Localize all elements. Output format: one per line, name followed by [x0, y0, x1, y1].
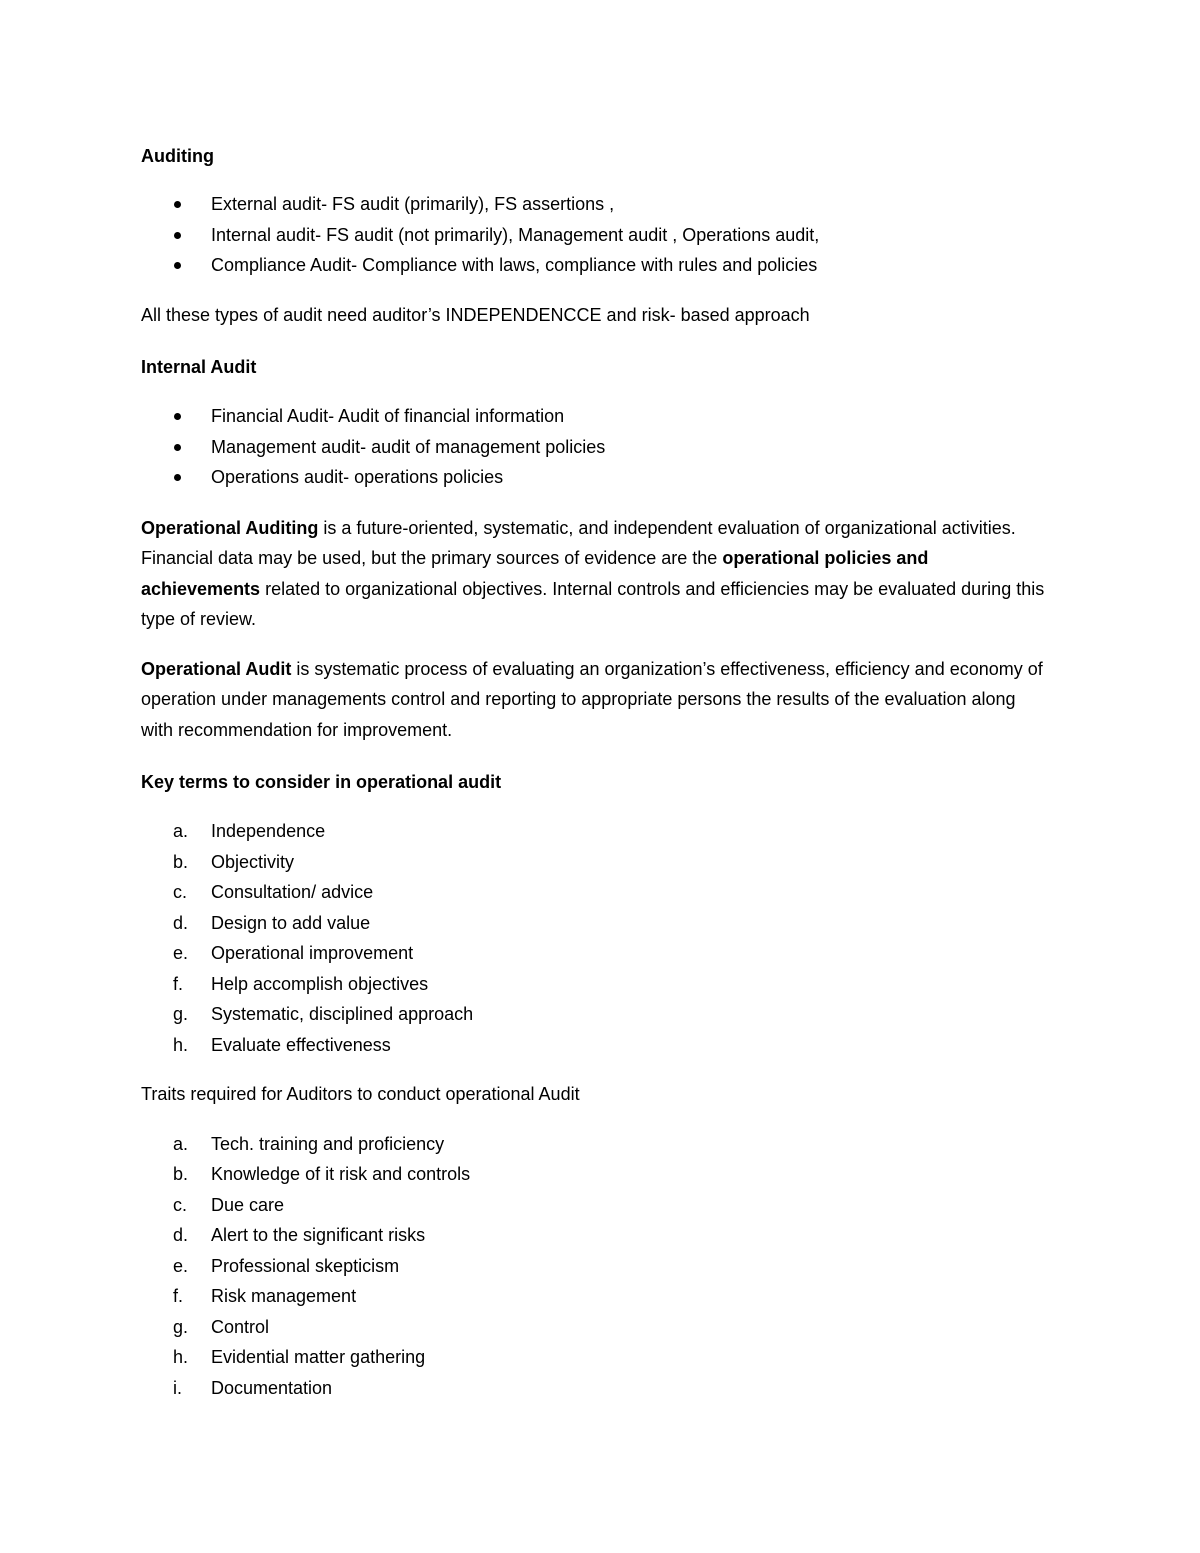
audit-types-list	[141, 189, 1051, 281]
traits-heading: Traits required for Auditors to conduct operational Audit	[141, 1084, 580, 1104]
list-item-text: Tech. training and proficiency	[211, 1133, 445, 1154]
list-item-text: Evidential matter gathering	[211, 1347, 426, 1367]
list-marker: e.	[173, 943, 189, 963]
list-marker: h.	[173, 1034, 189, 1055]
list-item	[141, 1251, 1051, 1282]
list-item-text: Knowledge of it risk and controls	[211, 1164, 471, 1184]
list-item-text: Due care	[211, 1194, 285, 1215]
bullet-icon	[174, 413, 181, 420]
list-item	[141, 908, 1051, 939]
list-item-text: Professional skepticism	[211, 1255, 400, 1276]
list-marker: e.	[173, 1255, 189, 1276]
list-item	[141, 1159, 1051, 1190]
list-item	[141, 847, 1051, 878]
list-item-text: Risk management	[211, 1286, 357, 1306]
traits-list	[141, 1129, 1051, 1404]
operational-audit-definition	[141, 654, 1051, 746]
key-terms-heading: Key terms to consider in operational audit	[141, 772, 502, 792]
document-page	[141, 143, 1051, 1403]
internal-audit-list	[141, 401, 1051, 493]
list-item	[141, 938, 1051, 969]
bullet-icon	[174, 232, 181, 239]
list-item	[141, 1373, 1051, 1404]
list-item	[141, 1220, 1051, 1251]
list-item	[141, 1281, 1051, 1312]
list-item	[141, 1129, 1051, 1160]
bullet-icon	[174, 262, 181, 269]
list-item	[141, 250, 1051, 281]
list-item-text: Help accomplish objectives	[211, 973, 429, 994]
list-marker: a.	[173, 821, 189, 841]
list-marker: c.	[173, 1194, 188, 1215]
bullet-icon	[174, 474, 181, 481]
list-marker: g.	[173, 1316, 189, 1337]
definition-text: is systematic process of evaluating an organization’s effectiveness, efficiency and economy of operation under managements control and reporting to appropriate persons the results of the evaluation along with recommendation for improvement.	[141, 658, 1043, 740]
list-item-text: Objectivity	[211, 851, 295, 872]
internal-audit-heading: Internal Audit	[141, 357, 257, 377]
list-item-text: Alert to the significant risks	[211, 1225, 426, 1245]
list-item-text: Consultation/ advice	[211, 882, 374, 902]
independence-note: All these types of audit need auditor’s INDEPENDENCCE and risk- based approach	[141, 304, 810, 325]
list-item-text: Internal audit- FS audit (not primarily), Management audit , Operations audit,	[211, 224, 820, 245]
list-item	[141, 1312, 1051, 1343]
list-item-text: Compliance Audit- Compliance with laws, compliance with rules and policies	[211, 255, 818, 275]
list-item	[141, 877, 1051, 908]
list-marker: b.	[173, 1164, 189, 1184]
definition-text: related to organizational objectives. Internal controls and efficiencies may be evaluated during this type of review.	[141, 578, 1045, 629]
list-item-text: Financial Audit- Audit of financial information	[211, 406, 565, 426]
bold-phrase: operational policies and achievements	[141, 548, 929, 599]
list-item	[141, 1342, 1051, 1373]
bullet-icon	[174, 201, 181, 208]
list-item	[141, 401, 1051, 432]
list-marker: f.	[173, 1286, 184, 1306]
list-item-text: Operations audit- operations policies	[211, 467, 504, 487]
list-marker: g.	[173, 1004, 189, 1024]
list-marker: i.	[173, 1377, 182, 1398]
list-item	[141, 220, 1051, 251]
bullet-icon	[174, 444, 181, 451]
definition-text: is a future-oriented, systematic, and independent evaluation of organizational activities. Financial data may be used, but the primary sources of evidence are the	[141, 517, 1016, 568]
list-item-text: Management audit- audit of management policies	[211, 436, 606, 457]
list-item	[141, 969, 1051, 1000]
auditing-heading: Auditing	[141, 146, 214, 166]
list-item-text: Independence	[211, 821, 326, 841]
operational-auditing-definition	[141, 513, 1051, 635]
list-item-text: Operational improvement	[211, 943, 414, 963]
list-item-text: Evaluate effectiveness	[211, 1034, 391, 1055]
list-item-text: External audit- FS audit (primarily), FS assertions ,	[211, 194, 615, 214]
list-item-text: Control	[211, 1316, 270, 1337]
list-item	[141, 1190, 1051, 1221]
list-marker: f.	[173, 973, 184, 994]
list-marker: a.	[173, 1133, 189, 1154]
list-marker: c.	[173, 882, 188, 902]
list-item	[141, 462, 1051, 493]
list-item	[141, 432, 1051, 463]
list-marker: d.	[173, 912, 189, 933]
list-item	[141, 816, 1051, 847]
list-item-text: Systematic, disciplined approach	[211, 1004, 474, 1024]
key-terms-list	[141, 816, 1051, 1060]
term-operational-auditing: Operational Auditing	[141, 517, 319, 538]
list-marker: b.	[173, 851, 189, 872]
list-item-text: Design to add value	[211, 912, 371, 933]
list-item	[141, 999, 1051, 1030]
list-item-text: Documentation	[211, 1377, 333, 1398]
term-operational-audit: Operational Audit	[141, 658, 292, 679]
list-item	[141, 1030, 1051, 1061]
list-marker: h.	[173, 1347, 189, 1367]
list-marker: d.	[173, 1225, 189, 1245]
list-item	[141, 189, 1051, 220]
